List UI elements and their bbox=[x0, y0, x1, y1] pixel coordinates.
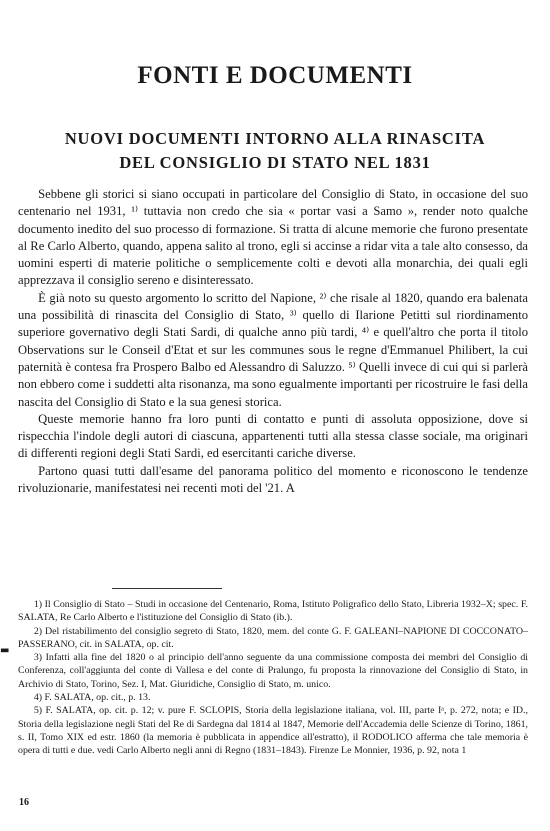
footnote-divider bbox=[112, 588, 222, 589]
footnote: 1) Il Consiglio di Stato – Studi in occasione del Centenario, Roma, Istituto Poligrafico dello Stato, Libreria 1932–X; spec. F. SALATA, Re Carlo Alberto e l'istituzione del Consiglio di Stato (ib.). bbox=[18, 599, 528, 624]
footnote: 2) Del ristabilimento del consiglio segreto di Stato, 1820, mem. del conte G. F. GALEANI–NAPIONE DI COCCONATO–PASSERANO, cit. in SALATA, op. cit. bbox=[18, 625, 528, 650]
article-title-line-2: DEL CONSIGLIO DI STATO NEL 1831 bbox=[119, 153, 431, 172]
footnotes bbox=[18, 598, 528, 758]
article-body bbox=[18, 186, 528, 497]
footnote: 3) Infatti alla fine del 1820 o al principio dell'anno seguente da una commissione composta dei membri del Consiglio di Conferenza, coll'aggiunta del conte di Vallesa e del conte di Pralungo, fu proposta la rinnovazione del Consiglio di Stato, in Archivio di Stato, Torino, Sez. I, Mat. Giuridiche, Consiglio di Stato, m. unico. bbox=[18, 652, 528, 690]
body-paragraph: È già noto su questo argomento lo scritto del Napione, ²⁾ che risale al 1820, quando era balenata una possibilità di rinascita del Consiglio di Stato, ³⁾ quello di Ilarione Petitti sul riordinamento superiore governativo degli Stati Sardi, di qualche anno più tardi, ⁴⁾ e quell'altro che porta il titolo Observations sur le Conseil d'Etat et sur les communes sous le regne d'Emmanuel Philibert, la cui paternità è contesa fra Prospero Balbo ed Alessandro di Saluzzo. ⁵⁾ Quelli invece di cui qui si parlerà non ebbero come i suddetti alta risonanza, ma sono egualmente importanti per ricostruire le fasi della nascita del Consiglio di Stato e la sua genesi storica. bbox=[18, 290, 528, 409]
body-paragraph: Partono quasi tutti dall'esame del panorama politico del momento e riconoscono le tendenze rivoluzionarie, manifestatesi nei recenti moti del '21. A bbox=[18, 463, 528, 496]
body-paragraph: Queste memorie hanno fra loro punti di contatto e punti di assoluta opposizione, dove si rispecchia l'indole degli autori di ciascuna, appartenenti tutti alla stessa classe sociale, ma originari di differenti regioni degli Stati Sardi, ed esercitanti cariche diverse. bbox=[18, 411, 528, 461]
article-title bbox=[40, 127, 510, 175]
footnote: 4) F. SALATA, op. cit., p. 13. bbox=[33, 692, 151, 704]
page-number: 16 bbox=[19, 797, 29, 808]
margin-mark: ▬ bbox=[0, 645, 10, 656]
footnote: 5) F. SALATA, op. cit. p. 12; v. pure F. SCLOPIS, Storia della legislazione italiana, vol. III, parte Iᵃ, p. 272, nota; e ID., Storia della legislazione negli Stati del Re di Sardegna dal 1814 al 1847, Memorie dell'Accademia delle Scienze di Torino, 1861, s. II, Tomo XIX ed estr. 1860 (la memoria è pubblicata in appendice all'estratto), il RODOLICO afferma che tale memoria è opera di tutti e due. vedi Carlo Alberto negli anni di Regno (1831–1843). Firenze Le Monnier, 1936, p. 92, nota 1 bbox=[18, 705, 528, 757]
section-title: FONTI E DOCUMENTI bbox=[137, 62, 413, 89]
body-paragraph: Sebbene gli storici si siano occupati in particolare del Consiglio di Stato, in occasione del suo centenario nel 1931, ¹⁾ tuttavia non credo che sia « portar vasi a Samo », render noto qualche documento inedito del suo processo di formazione. Si tratta di alcune memorie che furono presentate al Re Carlo Alberto, quando, appena salito al trono, egli si accinse a ridar vita a tale alto consesso, da uomini esperti di materie politiche o semplicemente colti e devoti alla monarchia, dei quali egli apprezzava il consiglio sereno e disinteressato. bbox=[18, 187, 528, 288]
article-title-line-1: NUOVI DOCUMENTI INTORNO ALLA RINASCITA bbox=[64, 129, 486, 148]
